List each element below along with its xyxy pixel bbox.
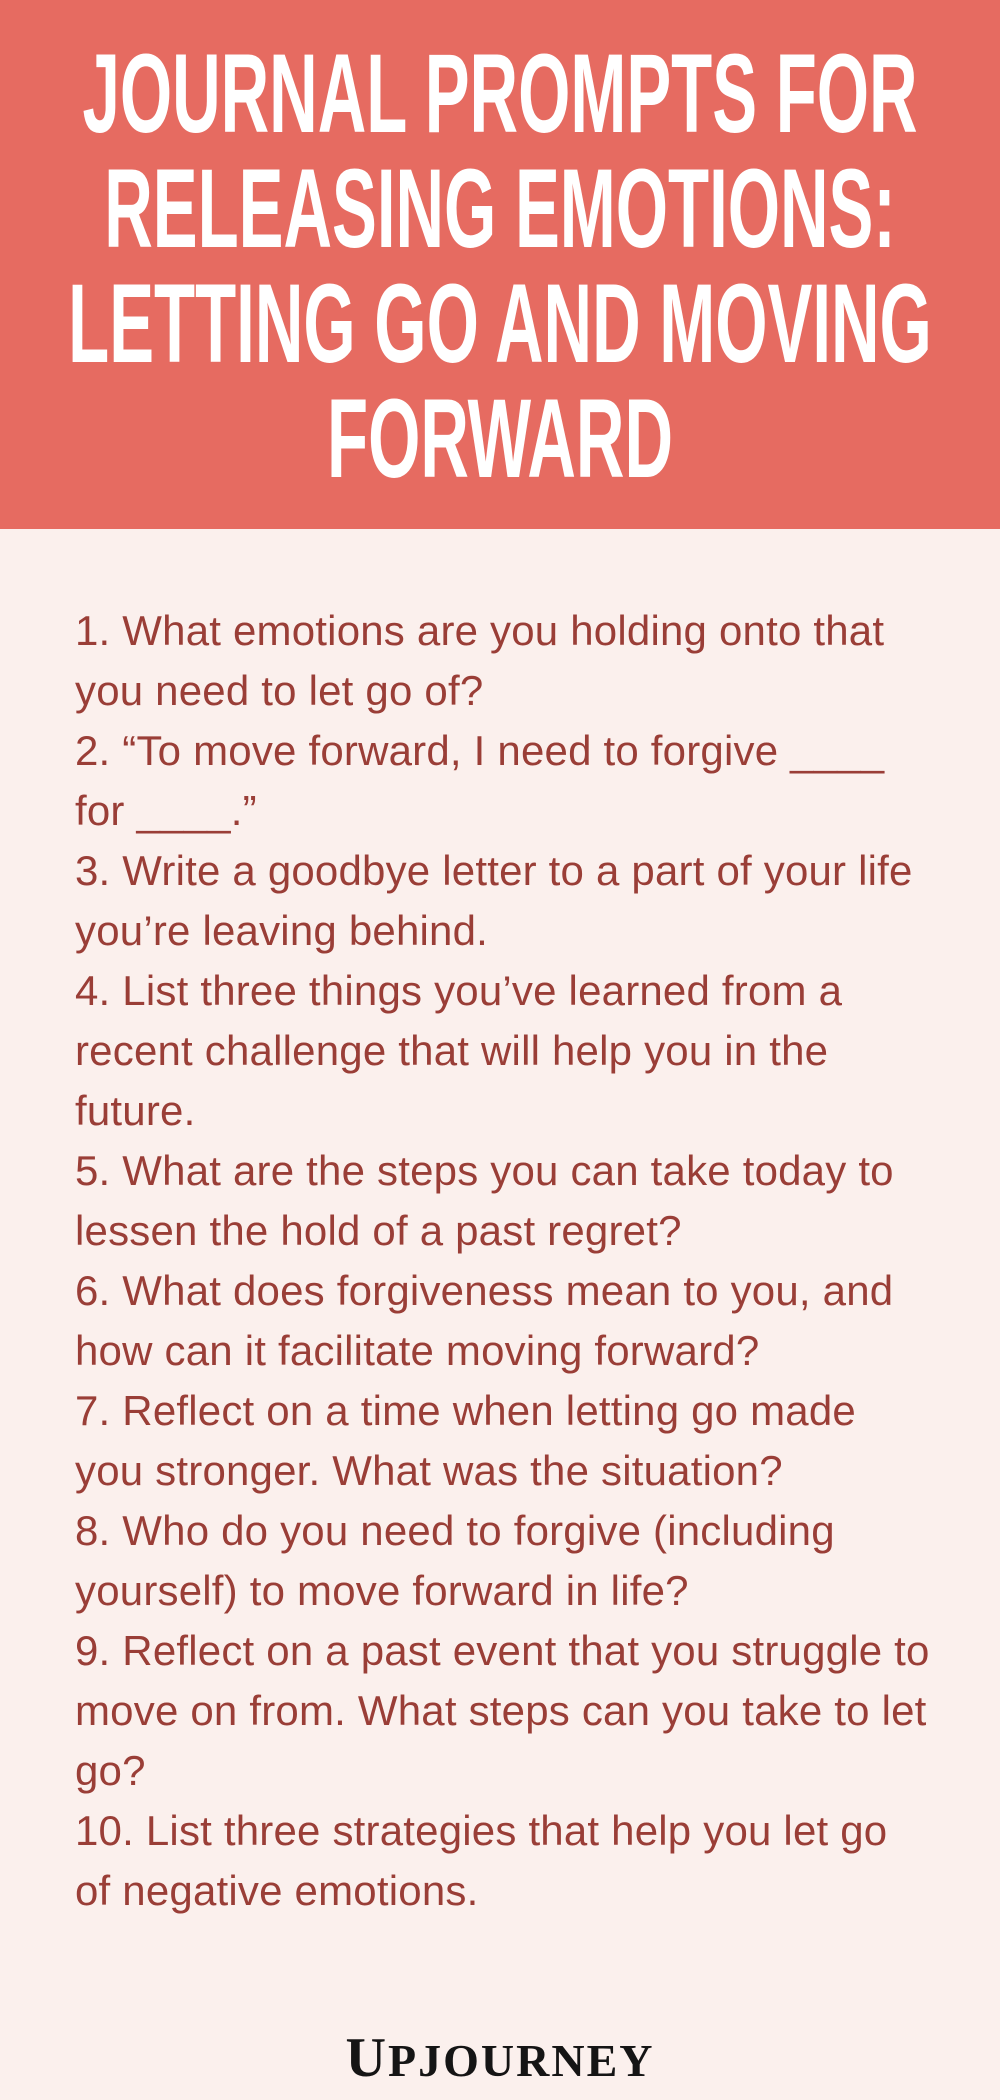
title-line-3: LETTING GO AND MOVING [68, 261, 932, 386]
prompt-item-1: 1. What emotions are you holding onto that you need to let go of? [75, 607, 885, 714]
title-row [0, 376, 1000, 501]
title-row [0, 261, 1000, 386]
page-title [0, 31, 1000, 501]
title-row [0, 31, 1000, 156]
prompt-item-10: 10. List three strategies that help you let go of negative emotions. [75, 1807, 888, 1914]
prompt-item-5: 5. What are the steps you can take today to lessen the hold of a past regret? [75, 1147, 894, 1254]
upjourney-logo: UPJOURNEY [345, 2027, 655, 2089]
prompt-item-9: 9. Reflect on a past event that you struggle to move on from. What steps can you take to let go? [75, 1627, 930, 1794]
title-row [0, 146, 1000, 271]
prompt-item-7: 7. Reflect on a time when letting go made you stronger. What was the situation? [75, 1387, 856, 1494]
prompt-item-4: 4. List three things you’ve learned from a recent challenge that will help you in the future. [75, 967, 843, 1134]
title-line-2: RELEASING EMOTIONS: [104, 146, 896, 271]
prompt-item-3: 3. Write a goodbye letter to a part of your life you’re leaving behind. [75, 847, 913, 954]
title-line-4: FORWARD [327, 376, 673, 501]
title-line-1: JOURNAL PROMPTS FOR [82, 31, 918, 156]
prompt-list [0, 529, 1000, 1921]
prompt-item-8: 8. Who do you need to forgive (including yourself) to move forward in life? [75, 1507, 835, 1614]
header-banner [0, 0, 1000, 529]
prompt-item-6: 6. What does forgiveness mean to you, and how can it facilitate moving forward? [75, 1267, 894, 1374]
prompt-item-2: 2. “To move forward, I need to forgive ____ for ____.” [75, 727, 885, 834]
